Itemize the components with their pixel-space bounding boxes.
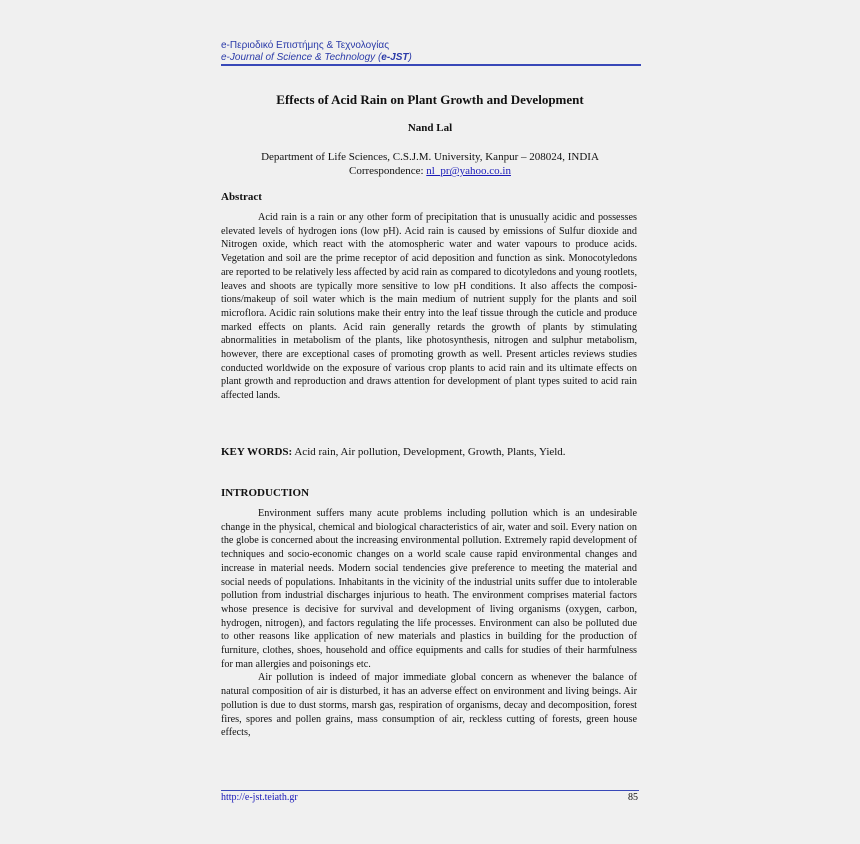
keywords-line xyxy=(221,446,639,458)
abstract-heading: Abstract xyxy=(221,191,262,203)
journal-title-greek: e-Περιοδικό Επιστήμης & Τεχνολογίας xyxy=(221,40,390,51)
correspondence-label: Correspondence: xyxy=(349,165,427,177)
keywords-label: KEY WORDS: xyxy=(221,446,293,458)
journal-title-prefix: e-Journal of Science & Technology ( xyxy=(221,52,382,63)
abstract-body xyxy=(221,211,637,403)
footer-divider xyxy=(221,790,639,791)
introduction-paragraph-1: Environment suffers many acute problems including pollution which is an undesirable change in the physical, chemical and biological characteristics of air, water and soil. Every nation on the globe is concerned about the increasing environmental pollution. Extremely rapid development of techniques and socio-economic changes on a world scale cause rapid environmental changes and increase in material needs. Modern social tendencies give preference to meeting the material and social needs of populations. Inhabitants in the vicinity of the industrial units suffer due to intolerable pollution from industrial discharges injurious to heath. The environment comprises material factors whose presence is decisive for survival and development of living organisms (oxygen, carbon, hydrogen, nitrogen), and factors regulating the life processes. Environment can also be polluted due to other reasons like application of new materials and plastics in building for the production of furniture, clothes, shoes, household and office equipments and calls for studies of their harmfulness for man allergies and poisonings etc. xyxy=(221,508,637,670)
journal-title-suffix: ) xyxy=(408,52,412,63)
article-title: Effects of Acid Rain on Plant Growth and Development xyxy=(276,92,584,107)
journal-title-english xyxy=(221,52,641,64)
journal-abbreviation: e-JST xyxy=(381,52,409,63)
affiliation: Department of Life Sciences, C.S.J.M. University, Kanpur – 208024, INDIA xyxy=(261,151,599,163)
introduction-body xyxy=(221,507,637,740)
keywords-text: Acid rain, Air pollution, Development, Growth, Plants, Yield. xyxy=(292,446,566,458)
correspondence-line xyxy=(221,164,639,178)
introduction-heading: INTRODUCTION xyxy=(221,487,310,499)
abstract-paragraph: Acid rain is a rain or any other form of precipitation that is unusually acidic and possesses elevated levels of hydrogen ions (low pH). Acid rain is caused by emissions of Sulfur dioxide and Nitrogen oxide, which react with the atomospheric water and water vapours to produce acids. Vegetation and soil are the prime receptor of acid deposition and function as sink. Monocotyledons are reported to be relatively less affected by acid rain as compared to dicotyledons and young rootlets, leaves and shoots are typically more sensitive to low pH conditions. It also affects the composi-tions/makeup of soil water which is the main medium of nutrient supply for the plants and soil microflora. Acidic rain solutions make their entry into the leaf tissue through the cuticle and produce marked effects on plants. Acid rain generally retards the growth of plants by stimulating abnormalities in metabolism of the plants, like photosynthesis, nitrogen and sulphur metabolism, however, there are exceptional cases of promoting growth as well. Present articles reviews studies conducted worldwide on the exposure of various crop plants to acid rain and its ultimate effects on plant growth and reproduction and draws attention for development of plant types suited to acid rain affected lands. xyxy=(221,212,637,402)
correspondence-email-link[interactable]: nl_pr@yahoo.co.in xyxy=(426,165,511,177)
journal-header xyxy=(221,40,641,64)
author-affiliation-block xyxy=(221,150,639,178)
page-number: 85 xyxy=(628,792,638,803)
introduction-paragraph-2: Air pollution is indeed of major immediate global concern as whenever the balance of natural composition of air is disturbed, it has an adverse effect on environment and living beings. Air pollution is due to dust storms, marsh gas, respiration of organisms, decay and decomposition, forest fires, spores and pollen grains, mass consumption of air, reckless cutting of forests, green house effects, xyxy=(221,672,637,739)
article-author: Nand Lal xyxy=(407,122,453,134)
header-divider xyxy=(221,64,641,66)
footer-url-link[interactable]: http://e-jst.teiath.gr xyxy=(221,792,298,803)
